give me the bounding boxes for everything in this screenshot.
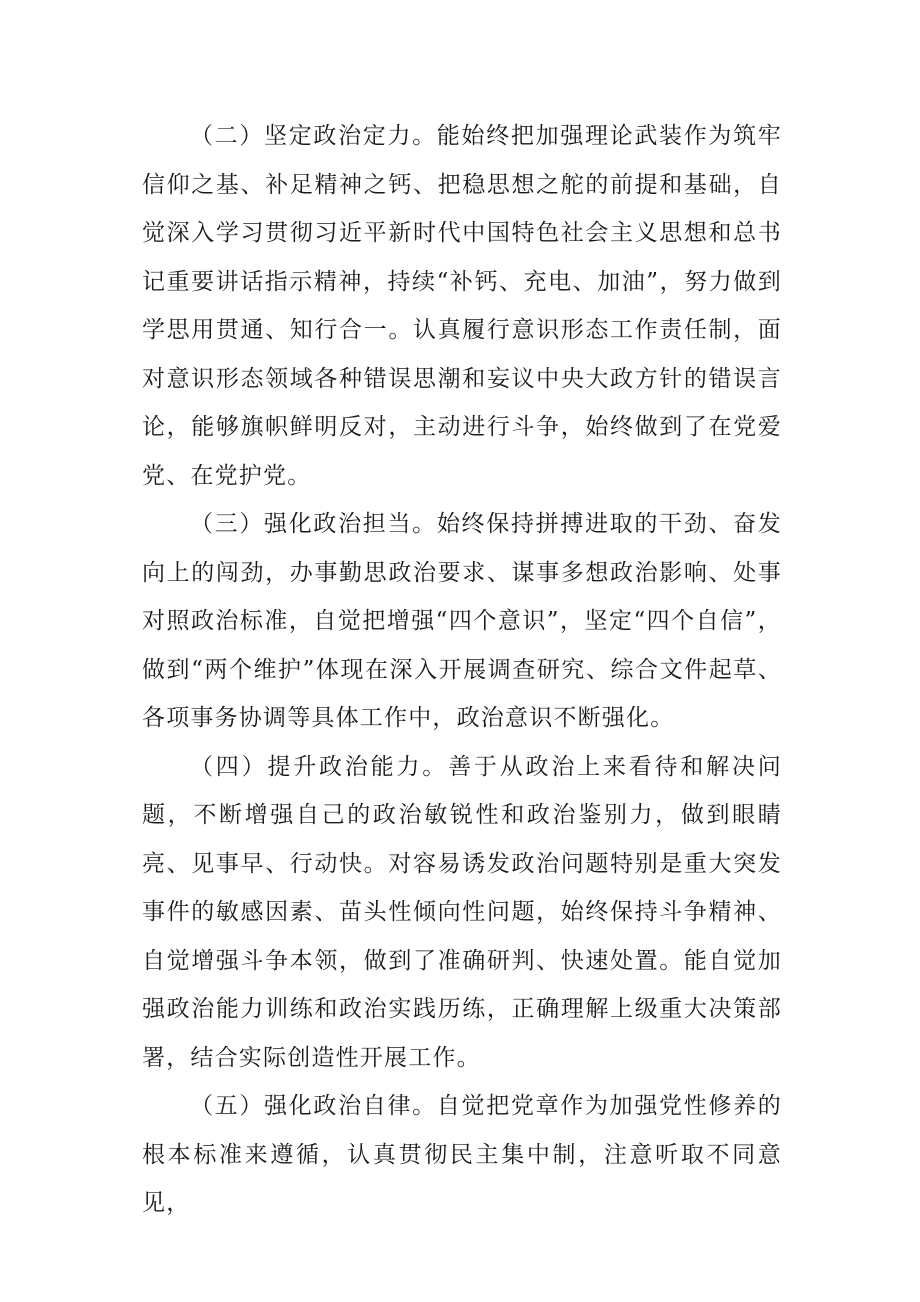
paragraph-political-determination: （二）坚定政治定力。能始终把加强理论武装作为筑牢信仰之基、补足精神之钙、把稳思想之舵的前提和基础，自觉深入学习贯彻习近平新时代中国特色社会主义思想和总书记重要讲话指示精神，持续“补钙、充电、加油”，努力做到学思用贯通、知行合一。认真履行意识形态工作责任制，面对意识形态领域各种错误思潮和妄议中央大政方针的错误言论，能够旗帜鲜明反对，主动进行斗争，始终做到了在党爱党、在党护党。 [142, 123, 782, 489]
paragraph-political-ability: （四）提升政治能力。善于从政治上来看待和解决问题，不断增强自己的政治敏锐性和政治鉴别力，做到眼睛亮、见事早、行动快。对容易诱发政治问题特别是重大突发事件的敏感因素、苗头性倾向性问题，始终保持斗争精神、自觉增强斗争本领，做到了准确研判、快速处置。能自觉加强政治能力训练和政治实践历练，正确理解上级重大决策部署，结合实际创造性开展工作。 [142, 753, 782, 1071]
paragraph-political-responsibility: （三）强化政治担当。始终保持拼搏进取的干劲、奋发向上的闯劲，办事勤思政治要求、谋事多想政治影响、处事对照政治标准，自觉把增强“四个意识”，坚定“四个自信”，做到“两个维护”体现在深入开展调查研究、综合文件起草、各项事务协调等具体工作中，政治意识不断强化。 [142, 511, 782, 731]
paragraph-political-self-discipline: （五）强化政治自律。自觉把党章作为加强党性修养的根本标准来遵循，认真贯彻民主集中制，注意听取不同意见， [142, 1093, 782, 1216]
document-body [142, 112, 782, 1228]
